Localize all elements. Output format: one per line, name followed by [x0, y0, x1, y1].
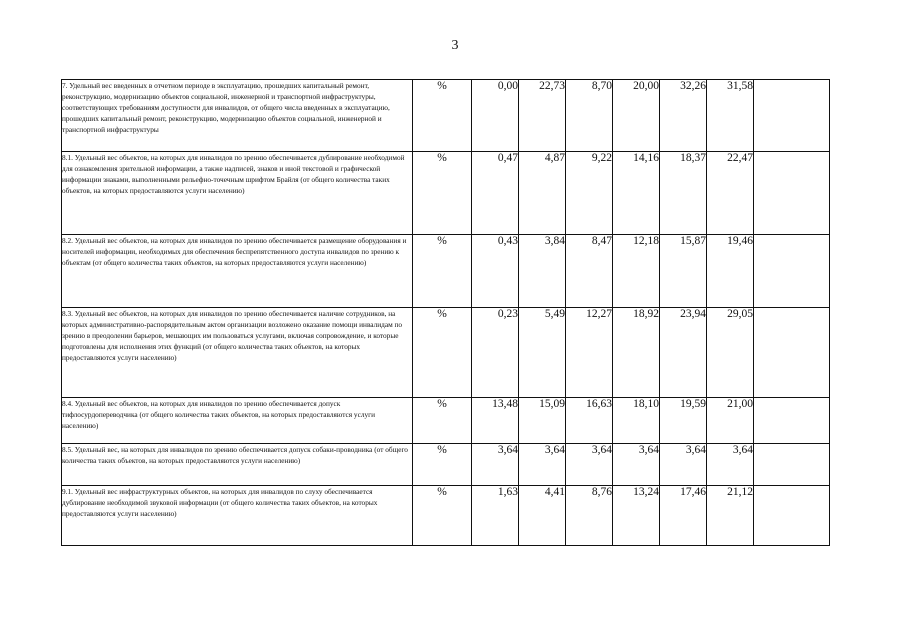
indicator-description: 8.2. Удельный вес объектов, на которых для инвалидов по зрению обеспечивается размещение оборудования и носителей информации, необходимых для обеспечения беспрепятственного доступа инвалидов по зрению к объектам (от общего количества таких объектов, на которых предоставляются услуги населению) — [62, 235, 413, 308]
value-cell: 3,64 — [519, 444, 566, 486]
value-cell: 14,16 — [613, 152, 660, 235]
empty-cell — [754, 486, 830, 546]
value-cell: 1,63 — [472, 486, 519, 546]
value-cell: 22,47 — [707, 152, 754, 235]
value-cell: 21,12 — [707, 486, 754, 546]
value-cell: 8,70 — [566, 80, 613, 152]
table-row — [62, 80, 830, 152]
value-cell: 4,87 — [519, 152, 566, 235]
table-row — [62, 308, 830, 398]
unit-cell: % — [413, 80, 472, 152]
value-cell: 23,94 — [660, 308, 707, 398]
value-cell: 8,47 — [566, 235, 613, 308]
unit-cell: % — [413, 308, 472, 398]
empty-cell — [754, 308, 830, 398]
value-cell: 12,18 — [613, 235, 660, 308]
empty-cell — [754, 444, 830, 486]
table-row — [62, 398, 830, 444]
value-cell: 16,63 — [566, 398, 613, 444]
value-cell: 13,24 — [613, 486, 660, 546]
value-cell: 3,64 — [472, 444, 519, 486]
value-cell: 20,00 — [613, 80, 660, 152]
empty-cell — [754, 152, 830, 235]
value-cell: 29,05 — [707, 308, 754, 398]
unit-cell: % — [413, 398, 472, 444]
page-number: 3 — [451, 38, 459, 53]
value-cell: 18,10 — [613, 398, 660, 444]
value-cell: 18,37 — [660, 152, 707, 235]
value-cell: 18,92 — [613, 308, 660, 398]
table-row — [62, 235, 830, 308]
unit-cell: % — [413, 152, 472, 235]
value-cell: 13,48 — [472, 398, 519, 444]
value-cell: 0,23 — [472, 308, 519, 398]
value-cell: 21,00 — [707, 398, 754, 444]
value-cell: 0,43 — [472, 235, 519, 308]
table-row — [62, 486, 830, 546]
indicators-table — [61, 79, 830, 546]
value-cell: 15,87 — [660, 235, 707, 308]
value-cell: 4,41 — [519, 486, 566, 546]
indicator-description: 7. Удельный вес введенных в отчетном периоде в эксплуатацию, прошедших капитальный ремонт, реконструкцию, модернизацию объектов социальной, инженерной и транспортной инфраструктуры, соответствующих требованиям доступности для инвалидов, от общего числа введенных в эксплуатацию, прошедших капитальный ремонт, реконструкцию, модернизацию объектов социальной, инженерной и транспортной инфраструктуры — [62, 80, 413, 152]
unit-cell: % — [413, 235, 472, 308]
indicator-description: 8.4. Удельный вес объектов, на которых для инвалидов по зрению обеспечивается допуск тифлосурдопереводчика (от общего количества таких объектов, на которых предоставляются услуги населению) — [62, 398, 413, 444]
value-cell: 19,59 — [660, 398, 707, 444]
indicator-description: 9.1. Удельный вес инфраструктурных объектов, на которых для инвалидов по слуху обеспечивается дублирование необходимой звуковой информации (от общего количества таких объектов, на которых предоставляются услуги населению) — [62, 486, 413, 546]
table-row — [62, 444, 830, 486]
value-cell: 17,46 — [660, 486, 707, 546]
value-cell: 0,00 — [472, 80, 519, 152]
value-cell: 3,64 — [613, 444, 660, 486]
value-cell: 19,46 — [707, 235, 754, 308]
table-row — [62, 152, 830, 235]
value-cell: 22,73 — [519, 80, 566, 152]
indicator-description: 8.1. Удельный вес объектов, на которых для инвалидов по зрению обеспечивается дублирование необходимой для ознакомления зрительной информации, а также надписей, знаков и иной текстовой и графической информации знаками, выполненными рельефно-точечным шрифтом Брайля (от общего количества таких объектов, на которых предоставляются услуги населению) — [62, 152, 413, 235]
value-cell: 0,47 — [472, 152, 519, 235]
unit-cell: % — [413, 444, 472, 486]
value-cell: 3,64 — [566, 444, 613, 486]
value-cell: 31,58 — [707, 80, 754, 152]
value-cell: 9,22 — [566, 152, 613, 235]
empty-cell — [754, 235, 830, 308]
value-cell: 15,09 — [519, 398, 566, 444]
value-cell: 3,64 — [707, 444, 754, 486]
value-cell: 12,27 — [566, 308, 613, 398]
indicator-description: 8.5. Удельный вес, на которых для инвалидов по зрению обеспечивается допуск собаки-проводника (от общего количества таких объектов, на которых предоставляются услуги населению) — [62, 444, 413, 486]
empty-cell — [754, 80, 830, 152]
indicator-description: 8.3. Удельный вес объектов, на которых для инвалидов по зрению обеспечивается наличие сотрудников, на которых административно-распорядительным актом организации возложено оказание помощи инвалидам по зрению в преодолении барьеров, мешающих им пользоваться услугами, включая сопровождение, и которые подготовлены для исполнения этих функций (от общего количества таких объектов, на которых предоставляются услуги населению) — [62, 308, 413, 398]
value-cell: 32,26 — [660, 80, 707, 152]
empty-cell — [754, 398, 830, 444]
unit-cell: % — [413, 486, 472, 546]
value-cell: 3,64 — [660, 444, 707, 486]
value-cell: 3,84 — [519, 235, 566, 308]
value-cell: 8,76 — [566, 486, 613, 546]
value-cell: 5,49 — [519, 308, 566, 398]
